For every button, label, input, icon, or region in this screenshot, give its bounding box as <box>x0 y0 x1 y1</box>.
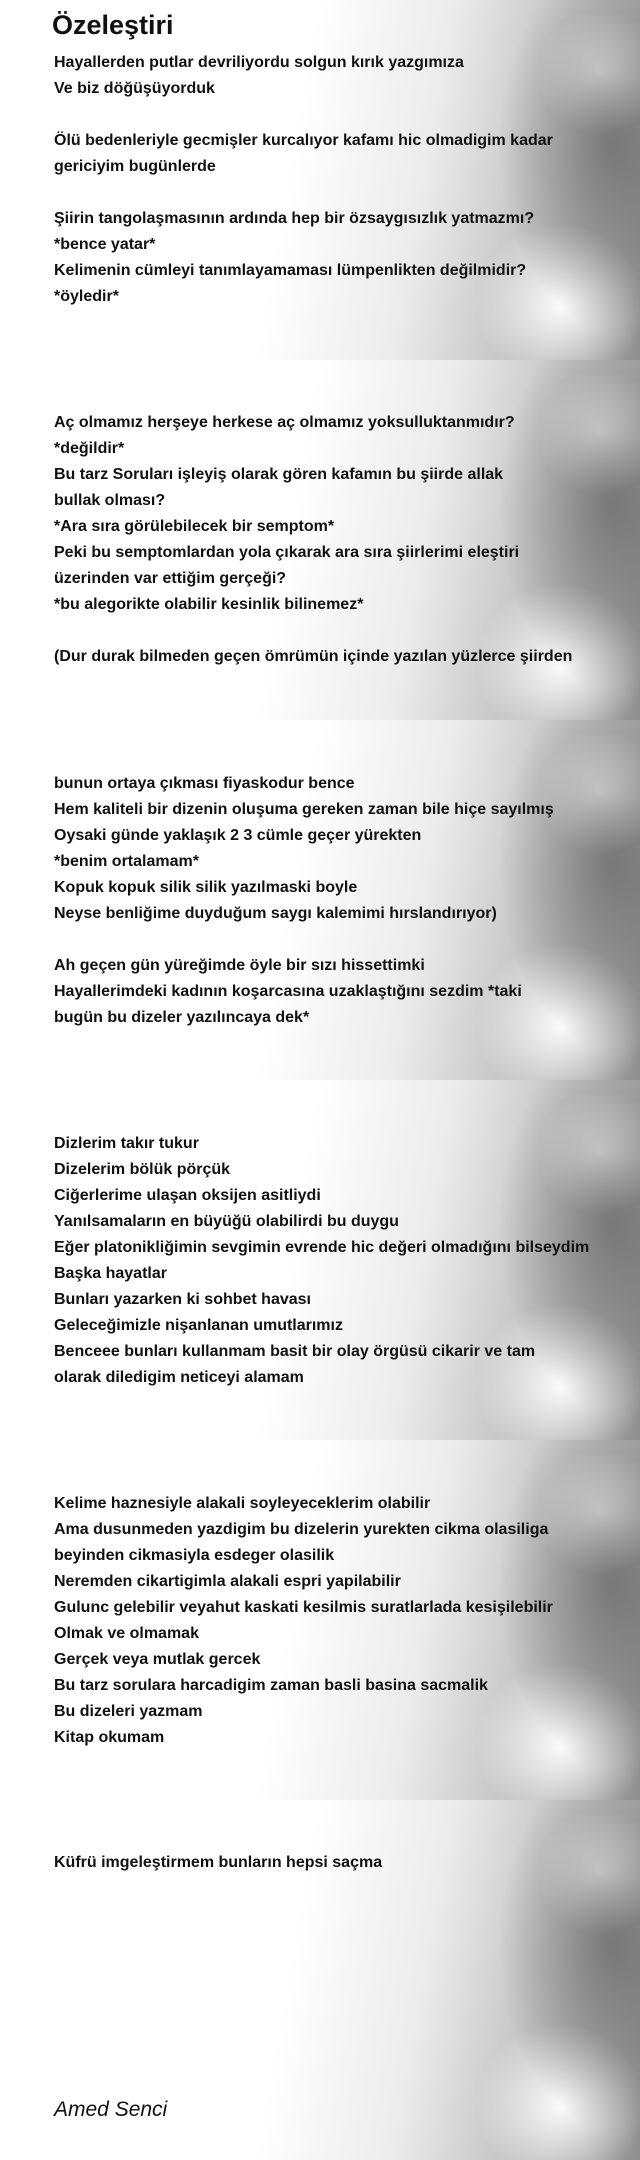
poem-line: Neyse benliğime duyduğum saygı kalemimi hırslandırıyor) <box>54 905 497 922</box>
poem-line: bullak olması? <box>54 492 166 509</box>
poem-line: üzerinden var ettiğim gerçeği? <box>54 570 287 587</box>
poem-line: Ama dusunmeden yazdigim bu dizelerin yurekten cikma olasiliga <box>54 1521 549 1538</box>
poem-line: Bu tarz Soruları işleyiş olarak gören kafamın bu şiirde allak <box>54 466 504 483</box>
poem-line: Kelime haznesiyle alakali soyleyeceklerim olabilir <box>54 1495 431 1512</box>
poem-line: Hayallerimdeki kadının koşarcasına uzaklaştığını sezdim *taki <box>54 983 522 1000</box>
poem-line: Bunları yazarken ki sohbet havası <box>54 1291 311 1308</box>
poem-line: Kopuk kopuk silik silik yazılmaski boyle <box>54 879 358 896</box>
poem-line: Bu dizeleri yazmam <box>54 1703 203 1720</box>
poem-line: Ciğerlerime ulaşan oksijen asitliydi <box>54 1187 321 1204</box>
poem-line: Kelimenin cümleyi tanımlayamaması lümpenlikten değilmidir? <box>54 262 527 279</box>
poem-line: Geleceğimizle nişanlanan umutlarımız <box>54 1317 343 1334</box>
poem-line: olarak diledigim neticeyi alamam <box>54 1369 304 1386</box>
poem-card-5 <box>0 1440 640 1800</box>
poem-line: Ah geçen gün yüreğimde öyle bir sızı hissettimki <box>54 957 425 974</box>
poem-line: Dizlerim takır tukur <box>54 1135 199 1152</box>
poem-line: *bence yatar* <box>54 236 156 253</box>
poem-line: Eğer platonikliğimin sevgimin evrende hic değeri olmadığını bilseydim <box>54 1239 590 1256</box>
poem-line: Neremden cikartigimla alakali espri yapilabilir <box>54 1573 401 1590</box>
poem-line: Başka hayatlar <box>54 1265 167 1282</box>
poem-line: Küfrü imgeleştirmem bunların hepsi saçma <box>54 1854 383 1871</box>
poem-line: bugün bu dizeler yazılıncaya dek* <box>54 1009 310 1026</box>
poem-line: Dizelerim bölük pörçük <box>54 1161 231 1178</box>
poem-line: Kitap okumam <box>54 1729 165 1746</box>
poem-line <box>54 102 553 128</box>
poem-line: Hayallerden putlar devriliyordu solgun kırık yazgımıza <box>54 54 464 71</box>
poem-line: (Dur durak bilmeden geçen ömrümün içinde yazılan yüzlerce şiirden <box>54 648 573 665</box>
poem-card-1 <box>0 0 640 360</box>
poem-line: Peki bu semptomlardan yola çıkarak ara sıra şiirlerimi eleştiri <box>54 544 520 561</box>
poem-line: beyinden cikmasiyla esdeger olasilik <box>54 1547 335 1564</box>
stanza-6 <box>54 1850 382 1876</box>
poem-line: Olmak ve olmamak <box>54 1625 199 1642</box>
poem-line: bunun ortaya çıkması fiyaskodur bence <box>54 775 355 792</box>
poem-line: Şiirin tangolaşmasının ardında hep bir özsaygısızlık yatmazmı? <box>54 210 535 227</box>
poem-line: *değildir* <box>54 440 125 457</box>
poem-line: Oysaki günde yaklaşık 2 3 cümle geçer yürekten <box>54 827 422 844</box>
poem-line: Ölü bedenleriyle gecmişler kurcalıyor kafamı hic olmadigim kadar <box>54 132 553 149</box>
poem-line: gericiyim bugünlerde <box>54 158 216 175</box>
poem-card-2 <box>0 360 640 720</box>
poem-line: *Ara sıra görülebilecek bir semptom* <box>54 518 335 535</box>
poem-card-4 <box>0 1080 640 1440</box>
poem-line: Benceee bunları kullanmam basit bir olay örgüsü cikarir ve tam <box>54 1343 536 1360</box>
author-name: Amed Senci <box>54 2098 168 2121</box>
stanza-2 <box>54 410 572 670</box>
stanza-5 <box>54 1491 553 1751</box>
poem-line: Yanılsamaların en büyüğü olabilirdi bu duygu <box>54 1213 399 1230</box>
stanza-4 <box>54 1131 589 1391</box>
stanza-1 <box>54 50 553 310</box>
poem-line: *öyledir* <box>54 288 119 305</box>
poem-card-3 <box>0 720 640 1080</box>
poem-line <box>54 180 553 206</box>
poem-line: *bu alegorikte olabilir kesinlik bilinemez* <box>54 596 364 613</box>
poem-title: Özeleştiri <box>52 10 174 40</box>
stanza-3 <box>54 771 554 1031</box>
poem-line <box>54 618 572 644</box>
poem-line: Bu tarz sorulara harcadigim zaman basli basina sacmalik <box>54 1677 488 1694</box>
poem-line: Ve biz döğüşüyorduk <box>54 80 215 97</box>
poem-line: Aç olmamız herşeye herkese aç olmamız yoksulluktanmıdır? <box>54 414 515 431</box>
poem-line: *benim ortalamam* <box>54 853 199 870</box>
poem-line: Gerçek veya mutlak gercek <box>54 1651 261 1668</box>
poem-line: Gulunc gelebilir veyahut kaskati kesilmis suratlarlada kesişilebilir <box>54 1599 553 1616</box>
poem-line <box>54 927 554 953</box>
poem-card-6 <box>0 1800 640 2160</box>
poem-line: Hem kaliteli bir dizenin oluşuma gereken zaman bile hiçe sayılmış <box>54 801 554 818</box>
